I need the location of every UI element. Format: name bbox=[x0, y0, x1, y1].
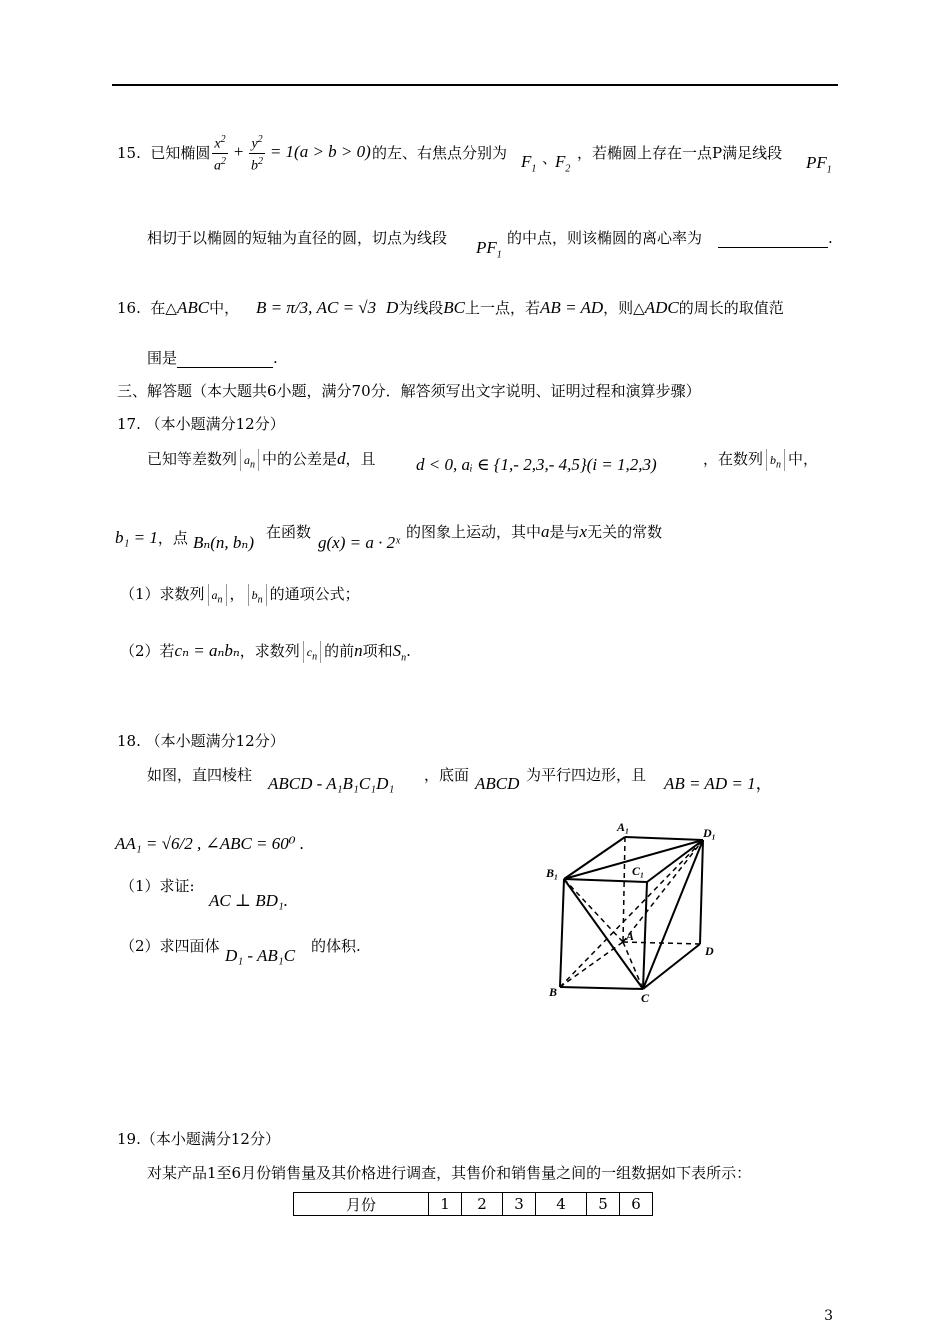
q18-line1a: 如图，直四棱柱 bbox=[147, 766, 253, 784]
data-table bbox=[293, 1192, 653, 1216]
q16-line2: 围是 . bbox=[147, 349, 278, 367]
table-cell: 1 bbox=[429, 1193, 462, 1216]
table-cell: 3 bbox=[503, 1193, 536, 1216]
label-C1: C₁ bbox=[632, 864, 645, 878]
section-3-heading: 三、解答题（本大题共6小题，满分70分．解答须写出文字说明、证明过程和演算步骤） bbox=[117, 382, 701, 400]
q16-rest: D为线段BC上一点，若AB = AD，则△ADC的周长的取值范 bbox=[386, 298, 784, 317]
q19-line1: 对某产品1至6月份销售量及其价格进行调查，其售价和销售量之间的一组数据如下表所示： bbox=[147, 1164, 752, 1182]
q17-condition: d < 0, aᵢ ∈ {1,- 2,3,- 4,5}(i = 1,2,3) bbox=[416, 455, 657, 474]
q15-F2: $F_2$ bbox=[555, 152, 571, 175]
label-C: C bbox=[641, 991, 650, 1005]
q17-part1: （1）求数列 $a_n$ ， $b_n$ 的通项公式； bbox=[120, 585, 360, 606]
q15-text-b: 的左、右焦点分别为 bbox=[372, 144, 508, 162]
q17-line2: b₁ = 1，点 bbox=[115, 528, 188, 547]
q17-text-c: 在函数 bbox=[266, 523, 312, 541]
q17-line2-end: 的图象上运动，其中a是与x无关的常数 bbox=[406, 522, 663, 541]
q15-ellipse-equation: $\frac{x^2}{a^2}$ + $\frac{y^2}{b^2}$ = 1(a > b > 0) bbox=[214, 134, 371, 174]
q16-condition: B = π/3, AC = √3 bbox=[256, 298, 377, 317]
q15-line2a: 相切于以椭圆的短轴为直径的圆，切点为线段 bbox=[147, 229, 448, 247]
prism-figure bbox=[540, 815, 730, 1005]
q15-sep: 、 bbox=[542, 149, 558, 167]
q16-number: 16. bbox=[117, 299, 141, 317]
q17-function: g(x) = a · 2ˣ bbox=[318, 533, 400, 552]
q18-part2-end: 的体积. bbox=[311, 937, 361, 955]
q15-PF1: $PF_1$ bbox=[806, 153, 832, 176]
table-header-cell: 月份 bbox=[294, 1193, 429, 1216]
table-cell: 6 bbox=[620, 1193, 653, 1216]
q18-part2: （2）求四面体 bbox=[120, 937, 220, 955]
q18-line1b: ，底面 bbox=[424, 766, 470, 784]
q15-number: 15. bbox=[117, 144, 141, 162]
q16-text-a: 在△ bbox=[150, 299, 177, 317]
label-A1: A₁ bbox=[617, 820, 630, 834]
q17-point: Bₙ(n, bₙ) bbox=[193, 533, 254, 552]
q17-part2: （2）若cₙ = aₙbₙ，求数列 $c_n$ 的前n项和$S_n$. bbox=[120, 641, 411, 664]
q17-header: 17. （本小题满分12分） bbox=[117, 415, 285, 433]
header-rule bbox=[112, 84, 838, 86]
q18-part2-eq: D₁ - AB₁C bbox=[225, 946, 296, 965]
q16-text-b: 中， bbox=[209, 299, 240, 317]
q18-base: ABCD bbox=[475, 774, 520, 793]
table-cell: 2 bbox=[462, 1193, 503, 1216]
q15-line2b: 的中点，则该椭圆的离心率为 bbox=[507, 229, 703, 247]
q18-part1-eq: AC ⊥ BD₁. bbox=[209, 891, 289, 910]
label-A: A bbox=[626, 929, 635, 943]
q15-answer-blank: . bbox=[718, 228, 833, 248]
q18-eq: AB = AD = 1， bbox=[664, 774, 773, 793]
q16-abc: ABC bbox=[176, 298, 210, 317]
label-B: B bbox=[549, 985, 558, 999]
label-D: D bbox=[705, 944, 714, 958]
table-cell: 4 bbox=[536, 1193, 587, 1216]
q19-header: 19.（本小题满分12分） bbox=[117, 1130, 280, 1148]
q18-prism: ABCD - A₁B₁C₁D₁ bbox=[268, 774, 395, 793]
page-number: 3 bbox=[824, 1308, 833, 1324]
label-B1: B₁ bbox=[546, 866, 559, 880]
q15-F1: $F_1$ bbox=[521, 152, 537, 175]
table-row bbox=[294, 1193, 653, 1216]
q18-line1c: 为平行四边形，且 bbox=[526, 766, 647, 784]
table-cell: 5 bbox=[587, 1193, 620, 1216]
q15-text-a: 已知椭圆 bbox=[150, 144, 211, 162]
q15-text-c: ，若椭圆上存在一点P满足线段 bbox=[577, 144, 783, 162]
q18-line2: AA₁ = √6/2 , ∠ABC = 60⁰ . bbox=[115, 834, 305, 853]
q15-PF1-b: $PF_1$ bbox=[476, 238, 502, 261]
q18-header: 18. （本小题满分12分） bbox=[117, 732, 285, 750]
q16-line1 bbox=[117, 298, 239, 318]
label-D1: D₁ bbox=[703, 826, 716, 840]
q15-line1 bbox=[117, 143, 210, 163]
q17-line1-end: ，在数列 $b_n$ 中， bbox=[703, 450, 819, 471]
q17-line1: 已知等差数列 $a_n$ 中的公差是d，且 bbox=[147, 449, 376, 471]
q18-part1: （1）求证: bbox=[120, 877, 195, 895]
